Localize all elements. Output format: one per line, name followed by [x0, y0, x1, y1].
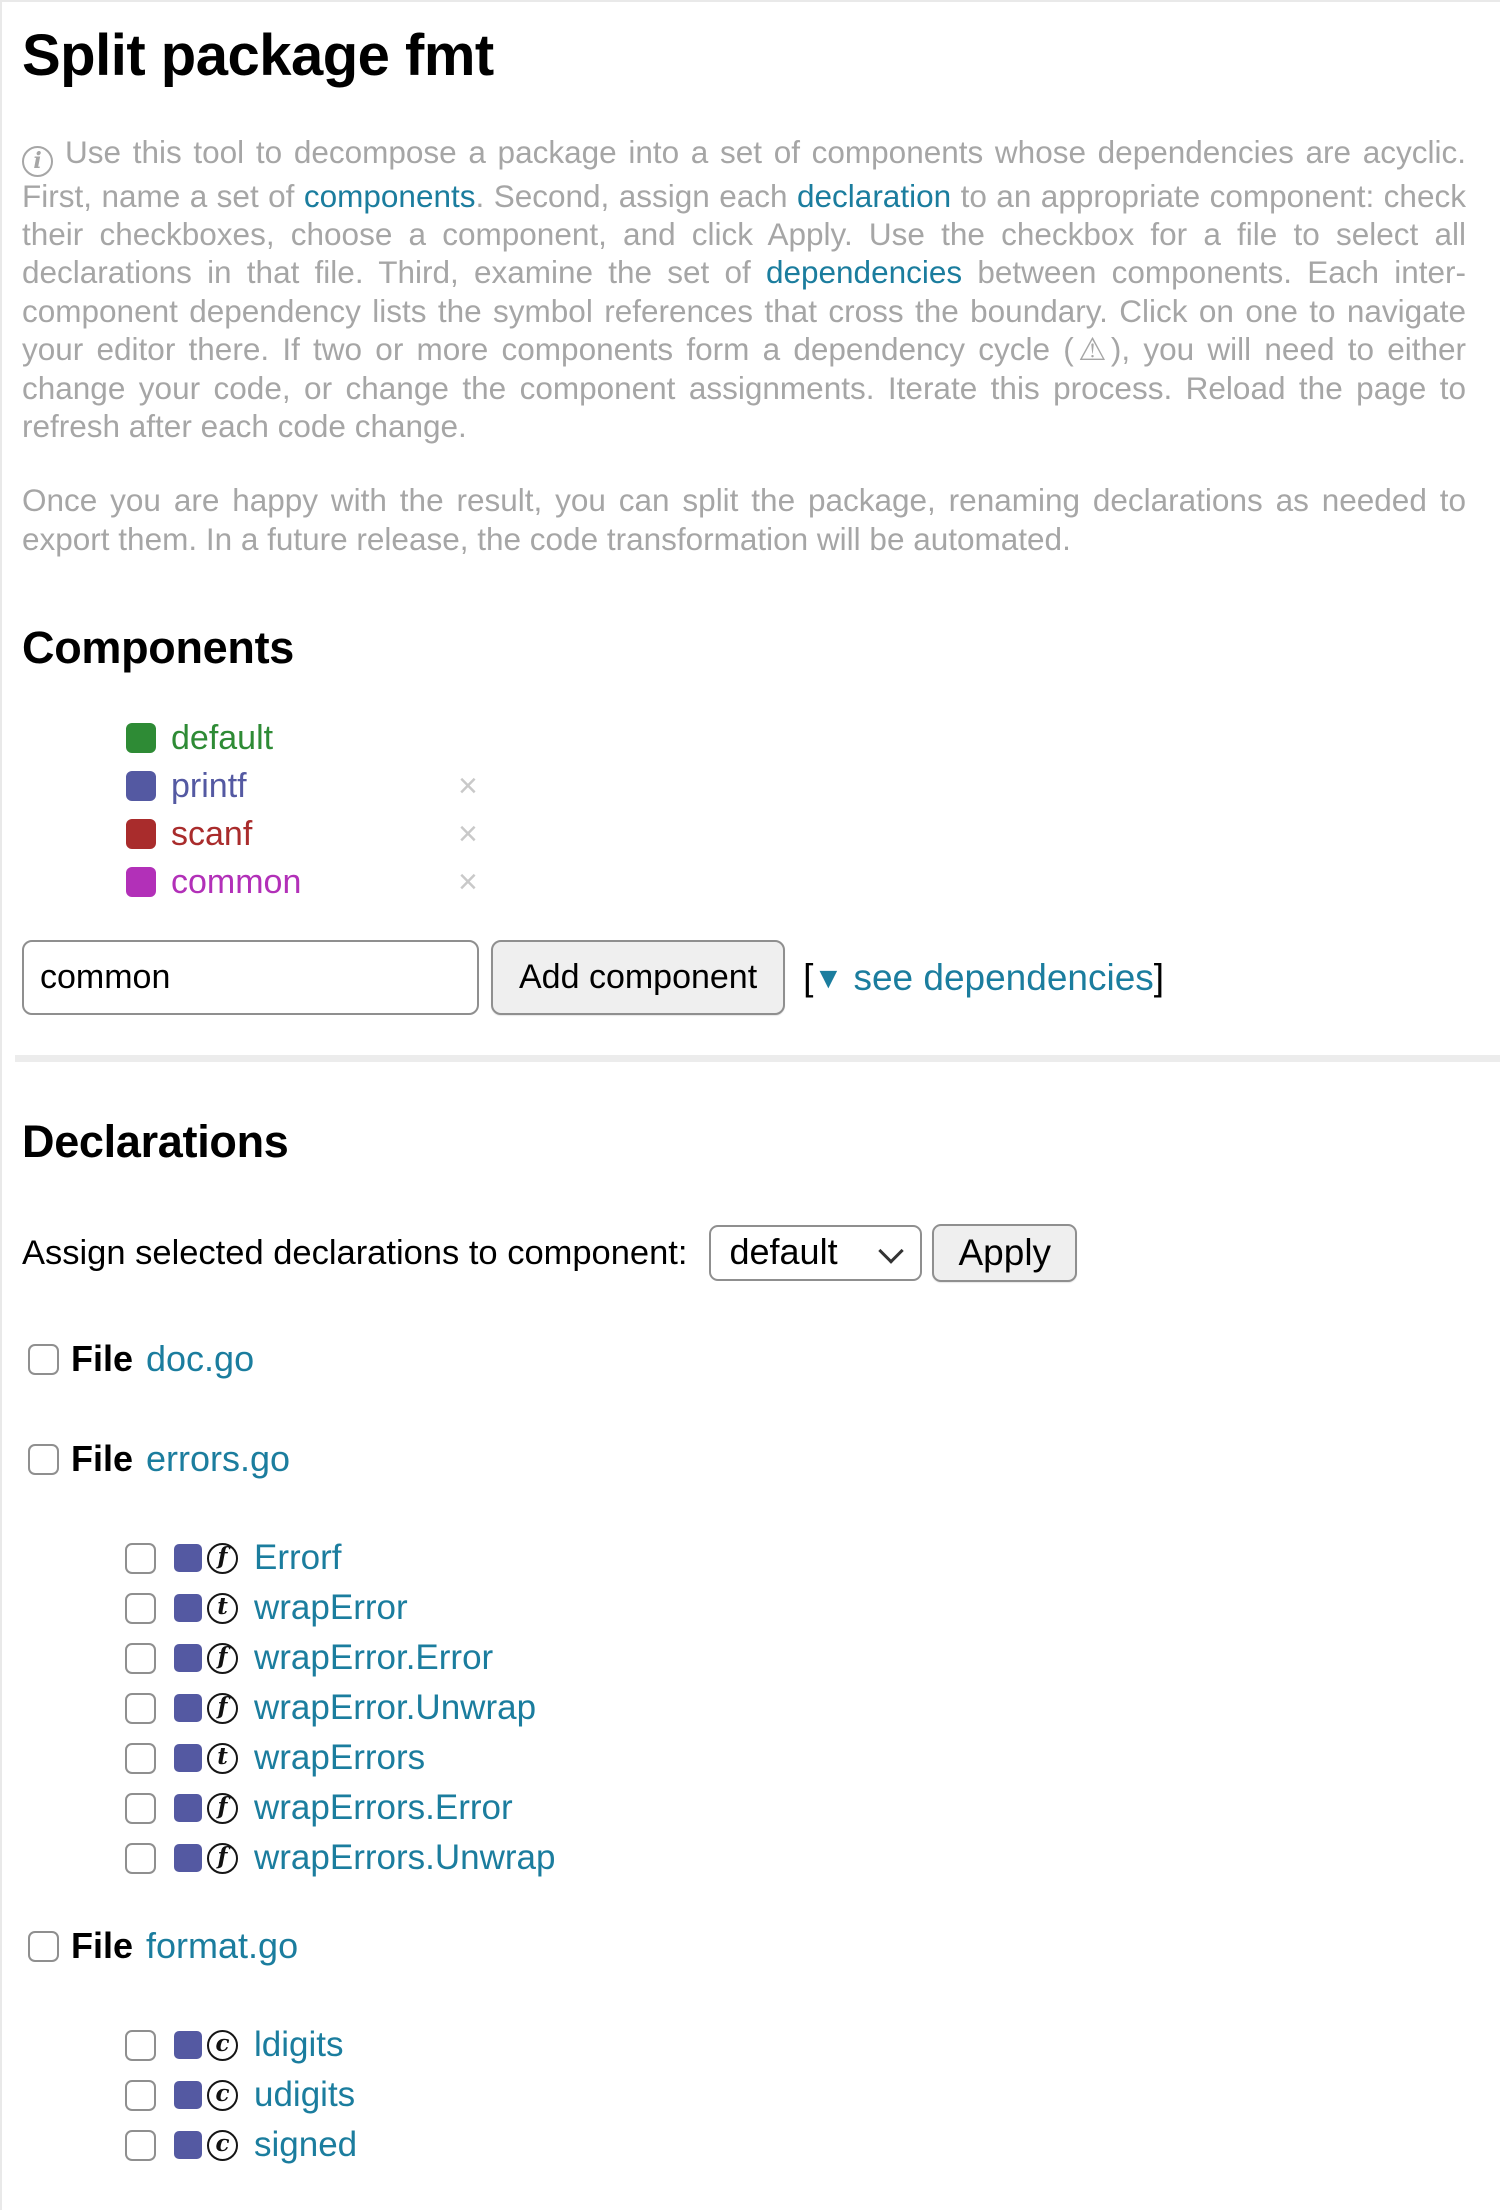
file-checkbox[interactable] — [28, 1344, 59, 1375]
declaration-row — [125, 1833, 1466, 1883]
file-label: File — [71, 1438, 134, 1480]
declaration-checkbox[interactable] — [125, 1593, 156, 1624]
bracket-open: [ — [803, 956, 814, 998]
component-select-wrap — [709, 1225, 922, 1281]
declaration-anchor-link[interactable]: declaration — [797, 177, 952, 214]
intro-text-segment: to an appropriate component: check their checkboxes, choose a component, and click Apply. Use the checkbox for a file to select all declarations in that file. Third, examine the set of — [22, 177, 1466, 291]
remove-component-button[interactable]: × — [458, 767, 478, 806]
component-color-swatch — [174, 1694, 202, 1722]
assign-toolbar — [22, 1224, 1466, 1282]
declaration-link[interactable]: wrapErrors — [254, 1738, 426, 1778]
file-group-format — [22, 1925, 1466, 2170]
component-color-swatch — [174, 2031, 202, 2059]
component-list — [22, 714, 1466, 906]
declaration-link[interactable]: Errorf — [254, 1538, 342, 1578]
component-color-swatch — [126, 723, 156, 753]
declaration-checkbox[interactable] — [125, 1743, 156, 1774]
component-color-swatch — [174, 1594, 202, 1622]
declaration-kind-icon: f — [207, 1793, 238, 1824]
component-color-swatch — [174, 1644, 202, 1672]
component-color-swatch — [174, 1544, 202, 1572]
declaration-kind-icon: c — [207, 2080, 238, 2111]
see-dependencies-label: see dependencies — [853, 956, 1154, 998]
info-icon: i — [22, 146, 53, 177]
intro-text-segment: Use this tool to decompose a package into a set of components whose dependencies are acyclic. First, name a set of — [22, 134, 1466, 214]
declaration-link[interactable]: wrapErrors.Error — [254, 1788, 513, 1828]
component-color-swatch — [126, 819, 156, 849]
file-row — [28, 1438, 1466, 1480]
add-component-form — [22, 940, 1466, 1015]
declaration-checkbox[interactable] — [125, 2080, 156, 2111]
declaration-list — [22, 2020, 1466, 2170]
intro-text-segment: . Second, assign each — [475, 177, 798, 214]
declaration-checkbox[interactable] — [125, 1543, 156, 1574]
declaration-row — [125, 2020, 1466, 2070]
new-component-input[interactable] — [22, 940, 479, 1015]
file-group-errors — [22, 1438, 1466, 1883]
declaration-list — [22, 1533, 1466, 1883]
components-heading: Components — [22, 622, 294, 674]
intro-paragraph-2: Once you are happy with the result, you can split the package, renaming declarations as needed to export them. In a future release, the code transformation will be automated. — [22, 482, 1466, 557]
declaration-kind-icon: f — [207, 1543, 238, 1574]
file-checkbox[interactable] — [28, 1444, 59, 1475]
declaration-row — [125, 1783, 1466, 1833]
intro-text-segment: between components. Each inter-component dependency lists the symbol references that cross the boundary. Click on one to navigate your editor there. If two or more components form a dependency cycle (⚠), you will need to either change your code, or change the component assignments. Iterate this process. Reload the page to refresh after each code change. — [22, 254, 1466, 445]
component-row — [126, 762, 1466, 810]
component-select[interactable] — [709, 1225, 922, 1281]
dependencies-anchor-link[interactable]: dependencies — [765, 254, 963, 291]
bracket-close: ] — [1153, 956, 1165, 998]
declaration-kind-icon: f — [207, 1693, 238, 1724]
component-name: common — [171, 862, 302, 901]
component-row — [126, 810, 1466, 858]
add-component-button[interactable]: Add component — [491, 940, 785, 1015]
declaration-kind-icon: f — [207, 1843, 238, 1874]
declaration-checkbox[interactable] — [125, 1693, 156, 1724]
file-group-doc — [22, 1338, 1466, 1380]
component-color-swatch — [126, 771, 156, 801]
declaration-row — [125, 1733, 1466, 1783]
declaration-kind-icon: t — [207, 1593, 238, 1624]
see-dependencies-link[interactable] — [813, 957, 1153, 998]
component-row — [126, 858, 1466, 906]
triangle-down-icon: ▼ — [813, 961, 844, 995]
declaration-checkbox[interactable] — [125, 2030, 156, 2061]
components-anchor-link[interactable]: components — [303, 177, 476, 214]
declaration-kind-icon: c — [207, 2030, 238, 2061]
file-link[interactable]: doc.go — [146, 1338, 255, 1380]
remove-component-button[interactable]: × — [458, 815, 478, 854]
file-row — [28, 1925, 1466, 1967]
declaration-row — [125, 1583, 1466, 1633]
component-name: scanf — [171, 814, 253, 853]
declaration-link[interactable]: signed — [254, 2125, 358, 2165]
assign-label: Assign selected declarations to component: — [22, 1233, 688, 1272]
declaration-kind-icon: f — [207, 1643, 238, 1674]
declaration-checkbox[interactable] — [125, 2130, 156, 2161]
declaration-checkbox[interactable] — [125, 1643, 156, 1674]
component-color-swatch — [174, 2081, 202, 2109]
component-row — [126, 714, 1466, 762]
intro-text — [22, 133, 1466, 558]
declaration-checkbox[interactable] — [125, 1793, 156, 1824]
component-color-swatch — [174, 1794, 202, 1822]
file-link[interactable]: format.go — [146, 1925, 299, 1967]
declaration-link[interactable]: wrapError.Unwrap — [254, 1688, 537, 1728]
file-label: File — [71, 1925, 134, 1967]
declaration-row — [125, 1533, 1466, 1583]
component-name: printf — [171, 766, 247, 805]
component-color-swatch — [174, 1844, 202, 1872]
file-link[interactable]: errors.go — [146, 1438, 291, 1480]
component-color-swatch — [174, 2131, 202, 2159]
declaration-kind-icon: t — [207, 1743, 238, 1774]
file-label: File — [71, 1338, 134, 1380]
apply-button[interactable]: Apply — [932, 1224, 1077, 1282]
declaration-kind-icon: c — [207, 2130, 238, 2161]
remove-component-button[interactable]: × — [458, 863, 478, 902]
declaration-row — [125, 2070, 1466, 2120]
file-row — [28, 1338, 1466, 1380]
component-color-swatch — [174, 1744, 202, 1772]
declaration-row — [125, 1633, 1466, 1683]
declarations-heading: Declarations — [22, 1116, 289, 1168]
intro-paragraph-1 — [22, 133, 1466, 445]
declaration-checkbox[interactable] — [125, 1843, 156, 1874]
declaration-link[interactable]: wrapErrors.Unwrap — [254, 1838, 556, 1878]
declaration-link[interactable]: ldigits — [254, 2025, 344, 2065]
declaration-link[interactable]: wrapError — [254, 1588, 408, 1628]
declaration-row — [125, 2120, 1466, 2170]
section-divider — [15, 1055, 1500, 1062]
component-name: default — [171, 718, 274, 757]
file-checkbox[interactable] — [28, 1931, 59, 1962]
component-color-swatch — [126, 867, 156, 897]
page-title: Split package fmt — [22, 23, 494, 88]
declaration-row — [125, 1683, 1466, 1733]
declaration-link[interactable]: udigits — [254, 2075, 356, 2115]
declaration-link[interactable]: wrapError.Error — [254, 1638, 494, 1678]
